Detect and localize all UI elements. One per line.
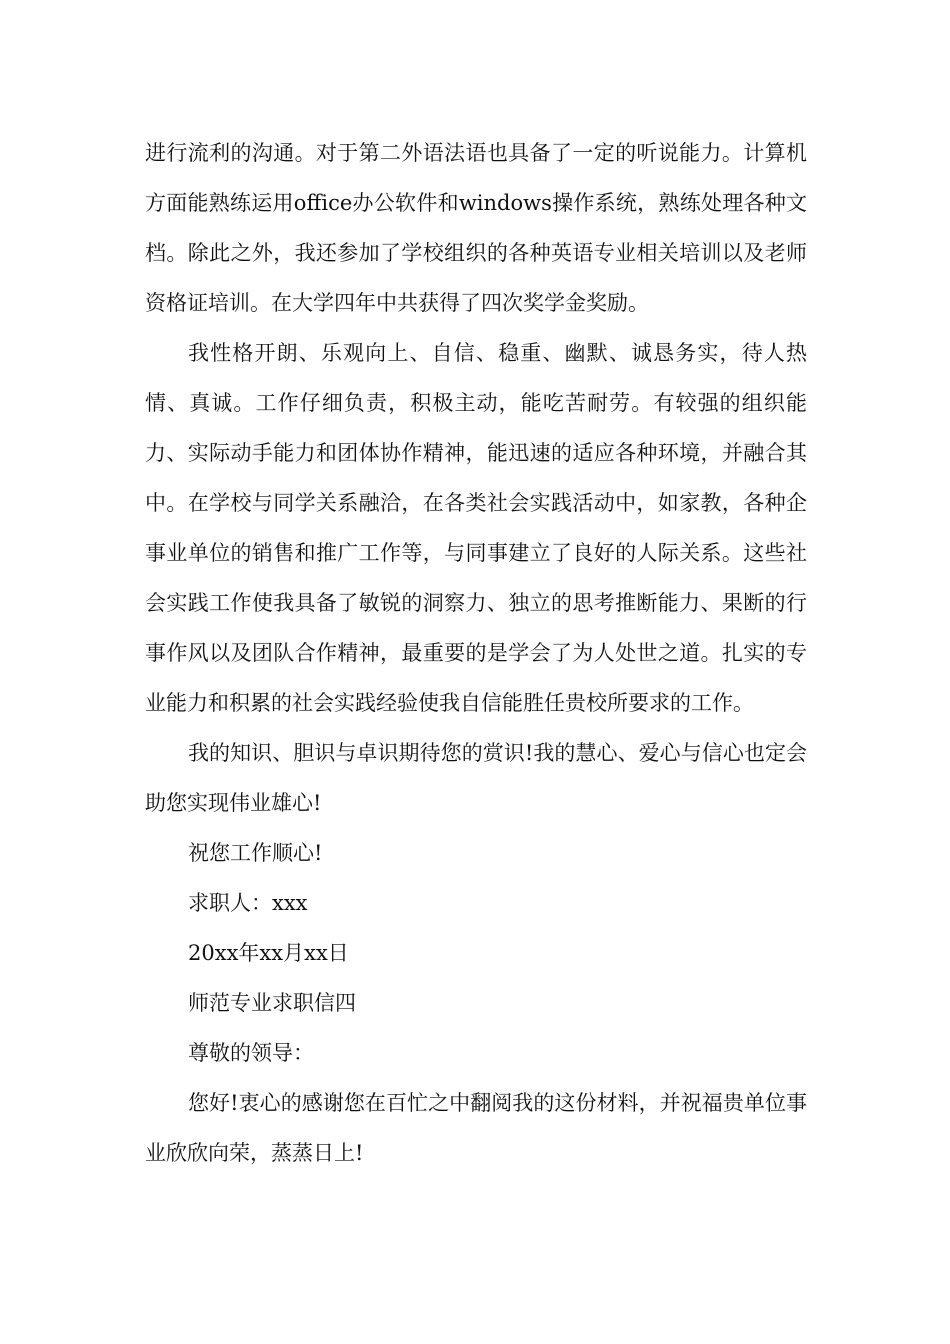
section-heading: 师范专业求职信四: [188, 991, 356, 1015]
applicant-signature: 求职人：xxx: [188, 891, 308, 915]
paragraph-wishes: 祝您工作顺心!: [188, 841, 323, 865]
letter-date: 20xx年xx月xx日: [188, 941, 349, 965]
letter-body: [145, 128, 807, 1178]
paragraph-closing-statement: 我的知识、胆识与卓识期待您的赏识!我的慧心、爱心与信心也定会助您实现伟业雄心!: [145, 741, 807, 815]
letter-salutation: 尊敬的领导：: [188, 1041, 314, 1065]
paragraph-greeting: 您好!衷心的感谢您在百忙之中翻阅我的这份材料，并祝福贵单位事业欣欣向荣，蒸蒸日上!: [145, 1091, 807, 1165]
paragraph-skills-continued: 进行流利的沟通。对于第二外语法语也具备了一定的听说能力。计算机方面能熟练运用office办公软件和windows操作系统，熟练处理各种文档。除此之外，我还参加了学校组织的各种英语专业相关培训以及老师资格证培训。在大学四年中共获得了四次奖学金奖励。: [145, 141, 807, 315]
paragraph-personality: 我性格开朗、乐观向上、自信、稳重、幽默、诚恳务实，待人热情、真诚。工作仔细负责，积极主动，能吃苦耐劳。有较强的组织能力、实际动手能力和团体协作精神，能迅速的适应各种环境，并融合其中。在学校与同学关系融洽，在各类社会实践活动中，如家教，各种企事业单位的销售和推广工作等，与同事建立了良好的人际关系。这些社会实践工作使我具备了敏锐的洞察力、独立的思考推断能力、果断的行事作风以及团队合作精神，最重要的是学会了为人处世之道。扎实的专业能力和积累的社会实践经验使我自信能胜任贵校所要求的工作。: [145, 341, 807, 715]
